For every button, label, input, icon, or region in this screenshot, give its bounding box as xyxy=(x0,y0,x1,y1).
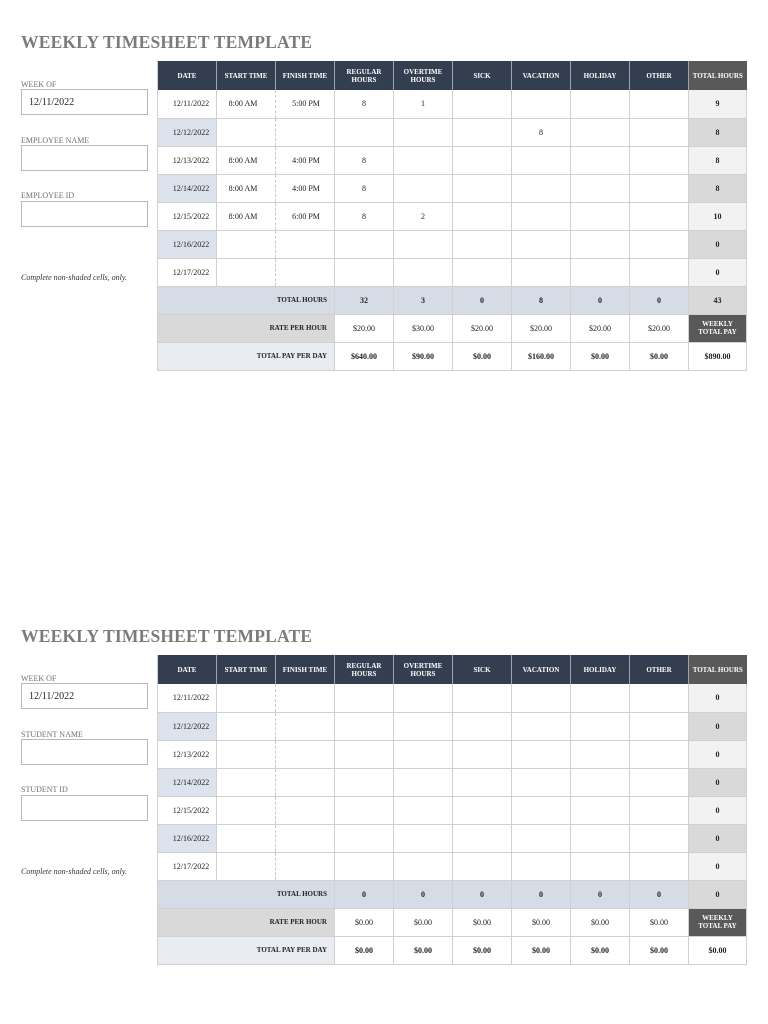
name-label: STUDENT NAME xyxy=(21,730,83,739)
table-row xyxy=(158,768,747,796)
overtime-hours-cell[interactable] xyxy=(394,796,453,824)
pay-overtime-cell: $90.00 xyxy=(394,342,453,370)
rate-holiday-cell[interactable]: $20.00 xyxy=(571,314,630,342)
holiday-hours-cell[interactable] xyxy=(571,740,630,768)
rate-overtime-cell[interactable]: $0.00 xyxy=(394,908,453,936)
timesheet-table xyxy=(157,655,747,965)
col-header-vacation: VACATION xyxy=(512,655,571,684)
sick-hours-cell[interactable] xyxy=(453,852,512,880)
row-total-cell: 8 xyxy=(689,118,747,146)
total-regular-cell: 32 xyxy=(335,286,394,314)
sick-hours-cell[interactable] xyxy=(453,258,512,286)
finish-time-cell[interactable] xyxy=(276,796,335,824)
total-hours-row xyxy=(158,286,747,314)
regular-hours-cell[interactable]: 8 xyxy=(335,146,394,174)
rate-row xyxy=(158,314,747,342)
regular-hours-cell[interactable]: 8 xyxy=(335,90,394,118)
weekly-total-pay-cell: $890.00 xyxy=(689,342,747,370)
date-cell: 12/15/2022 xyxy=(158,202,217,230)
start-time-cell[interactable]: 8:00 AM xyxy=(217,90,276,118)
sick-hours-cell[interactable] xyxy=(453,202,512,230)
week-of-label: WEEK OF xyxy=(21,80,57,89)
vacation-hours-cell[interactable] xyxy=(512,824,571,852)
total-pay-per-day-label: TOTAL PAY PER DAY xyxy=(158,936,335,964)
total-overtime-cell: 3 xyxy=(394,286,453,314)
total-holiday-cell: 0 xyxy=(571,880,630,908)
col-header-total: TOTAL HOURS xyxy=(689,655,747,684)
pay-holiday-cell: $0.00 xyxy=(571,936,630,964)
finish-time-cell[interactable]: 4:00 PM xyxy=(276,174,335,202)
date-cell: 12/13/2022 xyxy=(158,740,217,768)
start-time-cell[interactable] xyxy=(217,824,276,852)
row-total-cell: 0 xyxy=(689,824,747,852)
row-total-cell: 0 xyxy=(689,712,747,740)
rate-regular-cell[interactable]: $20.00 xyxy=(335,314,394,342)
vacation-hours-cell[interactable] xyxy=(512,174,571,202)
vacation-hours-cell[interactable] xyxy=(512,202,571,230)
col-header-date: DATE xyxy=(158,61,217,90)
date-cell: 12/14/2022 xyxy=(158,768,217,796)
row-total-cell: 8 xyxy=(689,174,747,202)
table-row xyxy=(158,90,747,118)
weekly-total-pay-label: WEEKLY TOTAL PAY xyxy=(689,908,747,936)
finish-time-cell[interactable] xyxy=(276,768,335,796)
sick-hours-cell[interactable] xyxy=(453,90,512,118)
weekly-total-pay-label: WEEKLY TOTAL PAY xyxy=(689,314,747,342)
sick-hours-cell[interactable] xyxy=(453,824,512,852)
rate-vacation-cell[interactable]: $0.00 xyxy=(512,908,571,936)
table-row xyxy=(158,824,747,852)
sick-hours-cell[interactable] xyxy=(453,740,512,768)
start-time-cell[interactable] xyxy=(217,118,276,146)
rate-row xyxy=(158,908,747,936)
col-header-regular: REGULAR HOURS xyxy=(335,655,394,684)
table-row xyxy=(158,202,747,230)
sick-hours-cell[interactable] xyxy=(453,146,512,174)
overtime-hours-cell[interactable] xyxy=(394,146,453,174)
col-header-finish: FINISH TIME xyxy=(276,61,335,90)
pay-vacation-cell: $0.00 xyxy=(512,936,571,964)
col-header-sick: SICK xyxy=(453,61,512,90)
rate-sick-cell[interactable]: $20.00 xyxy=(453,314,512,342)
regular-hours-cell[interactable] xyxy=(335,852,394,880)
sick-hours-cell[interactable] xyxy=(453,768,512,796)
finish-time-cell[interactable]: 5:00 PM xyxy=(276,90,335,118)
table-row xyxy=(158,118,747,146)
holiday-hours-cell[interactable] xyxy=(571,230,630,258)
finish-time-cell[interactable] xyxy=(276,684,335,712)
regular-hours-cell[interactable]: 8 xyxy=(335,174,394,202)
table-row xyxy=(158,796,747,824)
row-total-cell: 0 xyxy=(689,768,747,796)
finish-time-cell[interactable] xyxy=(276,712,335,740)
overtime-hours-cell[interactable] xyxy=(394,824,453,852)
vacation-hours-cell[interactable] xyxy=(512,740,571,768)
overtime-hours-cell[interactable] xyxy=(394,768,453,796)
instruction-note: Complete non-shaded cells, only. xyxy=(21,867,127,876)
row-total-cell: 9 xyxy=(689,90,747,118)
holiday-hours-cell[interactable] xyxy=(571,146,630,174)
table-row xyxy=(158,740,747,768)
pay-sick-cell: $0.00 xyxy=(453,936,512,964)
total-sick-cell: 0 xyxy=(453,286,512,314)
header-row xyxy=(158,655,747,684)
vacation-hours-cell[interactable] xyxy=(512,768,571,796)
start-time-cell[interactable] xyxy=(217,684,276,712)
table-row xyxy=(158,174,747,202)
other-hours-cell[interactable] xyxy=(630,202,689,230)
week-of-field[interactable]: 12/11/2022 xyxy=(21,89,148,115)
regular-hours-cell[interactable] xyxy=(335,824,394,852)
total-hours-label: TOTAL HOURS xyxy=(158,286,335,314)
row-total-cell: 0 xyxy=(689,852,747,880)
other-hours-cell[interactable] xyxy=(630,90,689,118)
rate-per-hour-label: RATE PER HOUR xyxy=(158,908,335,936)
other-hours-cell[interactable] xyxy=(630,146,689,174)
other-hours-cell[interactable] xyxy=(630,230,689,258)
start-time-cell[interactable]: 8:00 AM xyxy=(217,146,276,174)
date-cell: 12/17/2022 xyxy=(158,852,217,880)
col-header-other: OTHER xyxy=(630,61,689,90)
regular-hours-cell[interactable] xyxy=(335,118,394,146)
finish-time-cell[interactable] xyxy=(276,258,335,286)
grand-total-hours-cell: 0 xyxy=(689,880,747,908)
vacation-hours-cell[interactable] xyxy=(512,852,571,880)
id-field[interactable] xyxy=(21,795,148,821)
other-hours-cell[interactable] xyxy=(630,118,689,146)
finish-time-cell[interactable]: 6:00 PM xyxy=(276,202,335,230)
start-time-cell[interactable] xyxy=(217,230,276,258)
other-hours-cell[interactable] xyxy=(630,174,689,202)
sick-hours-cell[interactable] xyxy=(453,174,512,202)
rate-regular-cell[interactable]: $0.00 xyxy=(335,908,394,936)
regular-hours-cell[interactable] xyxy=(335,258,394,286)
vacation-hours-cell[interactable] xyxy=(512,90,571,118)
col-header-start: START TIME xyxy=(217,61,276,90)
start-time-cell[interactable] xyxy=(217,768,276,796)
start-time-cell[interactable] xyxy=(217,740,276,768)
weekly-total-pay-cell: $0.00 xyxy=(689,936,747,964)
holiday-hours-cell[interactable] xyxy=(571,258,630,286)
total-other-cell: 0 xyxy=(630,880,689,908)
date-cell: 12/17/2022 xyxy=(158,258,217,286)
date-cell: 12/16/2022 xyxy=(158,824,217,852)
holiday-hours-cell[interactable] xyxy=(571,174,630,202)
col-header-total: TOTAL HOURS xyxy=(689,61,747,90)
pay-regular-cell: $0.00 xyxy=(335,936,394,964)
holiday-hours-cell[interactable] xyxy=(571,118,630,146)
holiday-hours-cell[interactable] xyxy=(571,202,630,230)
date-cell: 12/13/2022 xyxy=(158,146,217,174)
col-header-overtime: OVERTIME HOURS xyxy=(394,655,453,684)
total-hours-row xyxy=(158,880,747,908)
regular-hours-cell[interactable]: 8 xyxy=(335,202,394,230)
row-total-cell: 8 xyxy=(689,146,747,174)
pay-vacation-cell: $160.00 xyxy=(512,342,571,370)
rate-holiday-cell[interactable]: $0.00 xyxy=(571,908,630,936)
start-time-cell[interactable]: 8:00 AM xyxy=(217,174,276,202)
table-row xyxy=(158,230,747,258)
overtime-hours-cell[interactable]: 2 xyxy=(394,202,453,230)
timesheet-2 xyxy=(0,626,768,986)
name-label: EMPLOYEE NAME xyxy=(21,136,90,145)
vacation-hours-cell[interactable] xyxy=(512,230,571,258)
regular-hours-cell[interactable] xyxy=(335,230,394,258)
grand-total-hours-cell: 43 xyxy=(689,286,747,314)
total-hours-label: TOTAL HOURS xyxy=(158,880,335,908)
other-hours-cell[interactable] xyxy=(630,768,689,796)
date-cell: 12/14/2022 xyxy=(158,174,217,202)
row-total-cell: 0 xyxy=(689,230,747,258)
holiday-hours-cell[interactable] xyxy=(571,712,630,740)
holiday-hours-cell[interactable] xyxy=(571,852,630,880)
date-cell: 12/11/2022 xyxy=(158,684,217,712)
instruction-note: Complete non-shaded cells, only. xyxy=(21,273,127,282)
start-time-cell[interactable] xyxy=(217,258,276,286)
start-time-cell[interactable]: 8:00 AM xyxy=(217,202,276,230)
total-other-cell: 0 xyxy=(630,286,689,314)
col-header-finish: FINISH TIME xyxy=(276,655,335,684)
rate-other-cell[interactable]: $20.00 xyxy=(630,314,689,342)
col-header-vacation: VACATION xyxy=(512,61,571,90)
finish-time-cell[interactable] xyxy=(276,740,335,768)
id-field[interactable] xyxy=(21,201,148,227)
col-header-holiday: HOLIDAY xyxy=(571,61,630,90)
table-row xyxy=(158,712,747,740)
date-cell: 12/12/2022 xyxy=(158,118,217,146)
row-total-cell: 0 xyxy=(689,796,747,824)
regular-hours-cell[interactable] xyxy=(335,740,394,768)
col-header-date: DATE xyxy=(158,655,217,684)
other-hours-cell[interactable] xyxy=(630,712,689,740)
timesheet-table xyxy=(157,61,747,371)
date-cell: 12/15/2022 xyxy=(158,796,217,824)
overtime-hours-cell[interactable] xyxy=(394,684,453,712)
table-row xyxy=(158,684,747,712)
week-of-label: WEEK OF xyxy=(21,674,57,683)
pay-row xyxy=(158,936,747,964)
table-row xyxy=(158,852,747,880)
pay-sick-cell: $0.00 xyxy=(453,342,512,370)
start-time-cell[interactable] xyxy=(217,852,276,880)
table-row xyxy=(158,146,747,174)
row-total-cell: 0 xyxy=(689,684,747,712)
regular-hours-cell[interactable] xyxy=(335,796,394,824)
header-row xyxy=(158,61,747,90)
other-hours-cell[interactable] xyxy=(630,824,689,852)
finish-time-cell[interactable]: 4:00 PM xyxy=(276,146,335,174)
vacation-hours-cell[interactable] xyxy=(512,258,571,286)
overtime-hours-cell[interactable] xyxy=(394,852,453,880)
holiday-hours-cell[interactable] xyxy=(571,90,630,118)
regular-hours-cell[interactable] xyxy=(335,712,394,740)
regular-hours-cell[interactable] xyxy=(335,684,394,712)
name-field[interactable] xyxy=(21,739,148,765)
row-total-cell: 0 xyxy=(689,740,747,768)
pay-regular-cell: $640.00 xyxy=(335,342,394,370)
name-field[interactable] xyxy=(21,145,148,171)
id-label: STUDENT ID xyxy=(21,785,68,794)
holiday-hours-cell[interactable] xyxy=(571,796,630,824)
overtime-hours-cell[interactable] xyxy=(394,174,453,202)
sheet-title: WEEKLY TIMESHEET TEMPLATE xyxy=(21,32,313,52)
vacation-hours-cell[interactable] xyxy=(512,796,571,824)
regular-hours-cell[interactable] xyxy=(335,768,394,796)
finish-time-cell[interactable] xyxy=(276,852,335,880)
timesheet-1 xyxy=(0,32,768,392)
finish-time-cell[interactable] xyxy=(276,118,335,146)
other-hours-cell[interactable] xyxy=(630,258,689,286)
sick-hours-cell[interactable] xyxy=(453,796,512,824)
sheet-title: WEEKLY TIMESHEET TEMPLATE xyxy=(21,626,313,646)
row-total-cell: 0 xyxy=(689,258,747,286)
overtime-hours-cell[interactable] xyxy=(394,118,453,146)
pay-row xyxy=(158,342,747,370)
sick-hours-cell[interactable] xyxy=(453,712,512,740)
holiday-hours-cell[interactable] xyxy=(571,824,630,852)
finish-time-cell[interactable] xyxy=(276,230,335,258)
row-total-cell: 10 xyxy=(689,202,747,230)
date-cell: 12/11/2022 xyxy=(158,90,217,118)
holiday-hours-cell[interactable] xyxy=(571,768,630,796)
pay-overtime-cell: $0.00 xyxy=(394,936,453,964)
total-sick-cell: 0 xyxy=(453,880,512,908)
table-row xyxy=(158,258,747,286)
col-header-other: OTHER xyxy=(630,655,689,684)
total-vacation-cell: 8 xyxy=(512,286,571,314)
vacation-hours-cell[interactable] xyxy=(512,684,571,712)
col-header-overtime: OVERTIME HOURS xyxy=(394,61,453,90)
pay-other-cell: $0.00 xyxy=(630,936,689,964)
total-overtime-cell: 0 xyxy=(394,880,453,908)
overtime-hours-cell[interactable] xyxy=(394,230,453,258)
col-header-holiday: HOLIDAY xyxy=(571,655,630,684)
other-hours-cell[interactable] xyxy=(630,852,689,880)
pay-holiday-cell: $0.00 xyxy=(571,342,630,370)
sick-hours-cell[interactable] xyxy=(453,118,512,146)
start-time-cell[interactable] xyxy=(217,796,276,824)
sick-hours-cell[interactable] xyxy=(453,684,512,712)
overtime-hours-cell[interactable]: 1 xyxy=(394,90,453,118)
col-header-start: START TIME xyxy=(217,655,276,684)
total-regular-cell: 0 xyxy=(335,880,394,908)
total-pay-per-day-label: TOTAL PAY PER DAY xyxy=(158,342,335,370)
total-vacation-cell: 0 xyxy=(512,880,571,908)
start-time-cell[interactable] xyxy=(217,712,276,740)
holiday-hours-cell[interactable] xyxy=(571,684,630,712)
rate-sick-cell[interactable]: $0.00 xyxy=(453,908,512,936)
vacation-hours-cell[interactable]: 8 xyxy=(512,118,571,146)
date-cell: 12/16/2022 xyxy=(158,230,217,258)
overtime-hours-cell[interactable] xyxy=(394,712,453,740)
total-holiday-cell: 0 xyxy=(571,286,630,314)
rate-vacation-cell[interactable]: $20.00 xyxy=(512,314,571,342)
col-header-regular: REGULAR HOURS xyxy=(335,61,394,90)
week-of-field[interactable]: 12/11/2022 xyxy=(21,683,148,709)
rate-per-hour-label: RATE PER HOUR xyxy=(158,314,335,342)
overtime-hours-cell[interactable] xyxy=(394,740,453,768)
other-hours-cell[interactable] xyxy=(630,796,689,824)
other-hours-cell[interactable] xyxy=(630,684,689,712)
date-cell: 12/12/2022 xyxy=(158,712,217,740)
rate-overtime-cell[interactable]: $30.00 xyxy=(394,314,453,342)
overtime-hours-cell[interactable] xyxy=(394,258,453,286)
col-header-sick: SICK xyxy=(453,655,512,684)
id-label: EMPLOYEE ID xyxy=(21,191,75,200)
vacation-hours-cell[interactable] xyxy=(512,146,571,174)
vacation-hours-cell[interactable] xyxy=(512,712,571,740)
sick-hours-cell[interactable] xyxy=(453,230,512,258)
other-hours-cell[interactable] xyxy=(630,740,689,768)
rate-other-cell[interactable]: $0.00 xyxy=(630,908,689,936)
finish-time-cell[interactable] xyxy=(276,824,335,852)
pay-other-cell: $0.00 xyxy=(630,342,689,370)
